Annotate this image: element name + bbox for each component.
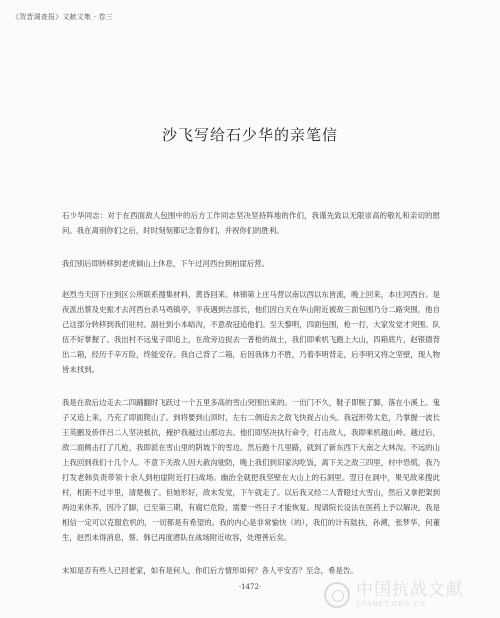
page-number: ·1472· xyxy=(238,583,262,591)
paragraph-2: 赵烈当天回下庄到区公所联系搜集材料，黄昏回来。林锦第上庄马营以南以西以东皆流，晚上回来，本庄河西台。是夜派出蔡及史振才去河西台杀马鸡镇亭，半夜遇到吉部长，他们因白天在华山附近被敌三面包围乃分二路突围，他自己这部分转移到我们驻村。副社到小本峪沟，不意敌冠追他们。至天黎明，四面包围，枪一打，大家发觉才突围。队伍不好掌握了。我出村不远鬼子即追上，在敌旁边捉去一普枪的战士，我们即乘机飞跑上大山，四箱底片，赵银德背出二箱，经历千辛万险，终能安存。我自己背了二箱，后因我体力不胜，乃着李明背走，后李明又将之坚壁，现人物皆未找到。 xyxy=(62,290,440,374)
running-header: 《贺晋调查报》文献文集 · 卷三 xyxy=(12,13,113,21)
watermark-name: 中国抗战文献 xyxy=(356,580,464,600)
seal-icon xyxy=(324,582,350,608)
watermark xyxy=(324,576,494,614)
paragraph-salutation: 石少华同志：对于在西面敌人包围中的后方工作同志坚决坚持阵地的作们，我谨先致以无限崇高的敬礼和亲切的慰问。我在离别你们之后，时时刻刻都记念着你们，并祝你们的胜利。 xyxy=(62,211,440,235)
paragraph-3: 我是在敌后边走去二四踊翻时飞跃过一个五里多高的雪山突围出来的。一出门不久，鞋子即脱了脚，落在小溪上。鬼子又追上来，乃充了即面爬山了。到将要到山顶时，左右二侧追去之敌飞快捉占山头。我冠形势太危，乃掌握一波长王英鹏及侨伴吕二人坚决抵抗，掩护我越过山那边去。他们即坚决执行命令，打击敌人，我即乘机越山岭。越过后，敌二面侧击打了几枪，我即派在雪山里的阴坡下的雪边。然后跑十几里路，就到了新东西下大南之大林沟。不远的山上我回到我们十几个人。不意下关敌人因大赦沟驶防，晚上我们到旧家沟吃饭，离下关之敌三四里，村中恐慌，我乃打发老韩负责带领十余人到柏崖附近打扫战场。幽治全就把我坚壁在大山上的石洞里。翌日在洞中，果见敌来搜此村，相距不过半里，清楚极了。但她形好，敌未发觉，下午就走了。以后我又经二人背瞪过大雪山，然后又拿把架到两边来休养，因冷了脚，已至第三期，有腐烂危险，需要一些日子才能恢复。现请院长设法在医药上予以解决，我是相信一定可以克服危机的，一切都是有希望的。我的内心是非常愉快（的），我们的计有陆扶，孙溯，张梦华，何董生，赵烈未得消息，蔡、韩已再度潜队在战场附近收容，处理善后矣。 xyxy=(62,398,440,542)
paragraph-1: 我们别后即转移到老虎倾山上休息，下午过河西台到柏崖后营。 xyxy=(62,259,269,268)
letter-body xyxy=(62,208,440,596)
paragraph-4: 未知是否有些人已回老家，如有是何人，你们后方情形如何？各人平安否？至念，希是告。 xyxy=(62,566,358,575)
letter-title: 沙飞写给石少华的亲笔信 xyxy=(161,126,338,144)
watermark-url: CPANET.ORG.CN xyxy=(356,600,426,608)
